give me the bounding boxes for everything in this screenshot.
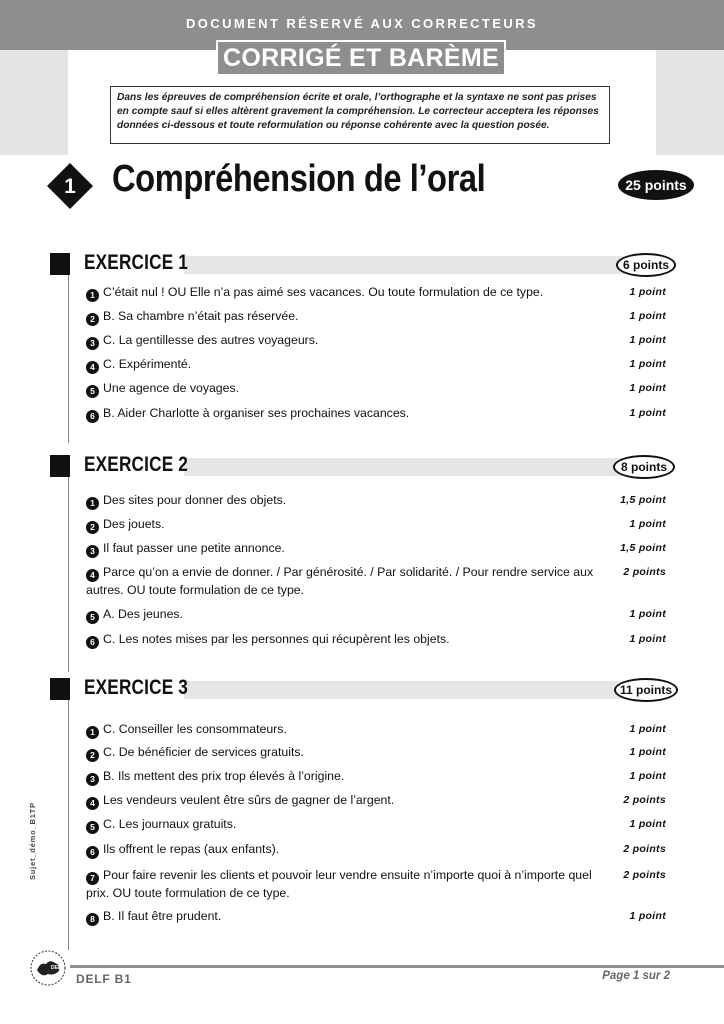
answer-number: 1	[86, 497, 99, 510]
answer-points: 1 point	[629, 723, 666, 735]
answer-points: 1 point	[629, 633, 666, 645]
notice-box: Dans les épreuves de compréhension écrite et orale, l’orthographe et la syntaxe ne sont pas prises en compte sauf si elles altèrent gravement la compréhension. Le correcteur acceptera les réponses données ci-dessous et toute reformulation ou réponse cohérente avec la question posée.	[110, 86, 610, 144]
answer-text: Ils offrent le repas (aux enfants).	[103, 842, 280, 856]
answer-item	[86, 841, 606, 859]
answer-number: 6	[86, 846, 99, 859]
exercise-rule	[68, 700, 69, 950]
answer-number: 2	[86, 521, 99, 534]
title-box	[216, 40, 506, 76]
answer-item	[86, 721, 606, 739]
answer-points: 1 point	[629, 910, 666, 922]
answer-number: 3	[86, 337, 99, 350]
answer-points: 1 point	[629, 518, 666, 530]
answer-number: 6	[86, 410, 99, 423]
document-code: Sujet_démo_B1TP	[28, 802, 37, 880]
answer-item	[86, 356, 606, 374]
exercise-marker	[50, 678, 70, 700]
exercise-points-badge: 11 points	[614, 678, 678, 702]
answer-number: 6	[86, 636, 99, 649]
answer-number: 4	[86, 797, 99, 810]
answer-text: C. La gentillesse des autres voyageurs.	[103, 333, 319, 347]
answer-points: 1,5 point	[620, 542, 666, 554]
answer-number: 5	[86, 385, 99, 398]
answer-item	[86, 332, 606, 350]
answer-text: C’était nul ! OU Elle n’a pas aimé ses vacances. Ou toute formulation de ce type.	[103, 285, 544, 299]
answer-item	[86, 768, 606, 786]
answer-number: 2	[86, 313, 99, 326]
answer-item	[86, 908, 606, 926]
answer-points: 1 point	[629, 818, 666, 830]
answer-item	[86, 492, 606, 510]
section-title: Compréhension de l’oral	[112, 158, 486, 200]
answer-number: 3	[86, 545, 99, 558]
footer-rule	[70, 965, 724, 968]
answer-text: B. Sa chambre n’était pas réservée.	[103, 309, 299, 323]
section-number-diamond	[46, 162, 94, 210]
answer-number: 2	[86, 749, 99, 762]
answer-item	[86, 792, 606, 810]
answer-text: C. Conseiller les consommateurs.	[103, 722, 287, 736]
answer-points: 1 point	[629, 334, 666, 346]
answer-text: C. De bénéficier de services gratuits.	[103, 745, 304, 759]
exercise-rule	[68, 275, 69, 443]
answer-number: 8	[86, 913, 99, 926]
reserved-label: DOCUMENT RÉSERVÉ AUX CORRECTEURS	[186, 16, 538, 31]
answer-text: A. Des jeunes.	[103, 607, 183, 621]
exercise-points-badge: 8 points	[613, 455, 675, 479]
answer-number: 4	[86, 569, 99, 582]
exercise-title-bar	[184, 681, 624, 699]
answer-points: 1 point	[629, 608, 666, 620]
answer-text: Pour faire revenir les clients et pouvoir leur vendre ensuite n’importe quoi à n’importe quel prix. OU toute formulation de ce type.	[86, 868, 592, 900]
answer-points: 1 point	[629, 770, 666, 782]
answer-points: 1 point	[629, 286, 666, 298]
answer-number: 5	[86, 821, 99, 834]
answer-text: Il faut passer une petite annonce.	[103, 541, 285, 555]
exercise-rule	[68, 477, 69, 672]
exercise-points-badge: 6 points	[616, 253, 676, 277]
answer-item	[86, 606, 606, 624]
page-number: Page 1 sur 2	[602, 970, 670, 982]
left-grey-panel	[0, 50, 68, 155]
answer-text: Parce qu’on a envie de donner. / Par générosité. / Par solidarité. / Pour rendre service aux autres. OU toute formulation de ce type.	[86, 565, 594, 597]
delf-dalf-logo	[28, 948, 68, 988]
svg-text:DELF: DELF	[51, 965, 65, 971]
answer-item	[86, 405, 606, 423]
answer-points: 2 points	[623, 566, 666, 578]
answer-item	[86, 516, 606, 534]
answer-item	[86, 540, 606, 558]
exercise-title: EXERCICE 3	[84, 676, 189, 699]
exercise-title-bar	[184, 458, 624, 476]
answer-points: 2 points	[623, 843, 666, 855]
answer-points: 1 point	[629, 407, 666, 419]
footer-exam-level: DELF B1	[76, 972, 132, 986]
answer-text: B. Ils mettent des prix trop élevés à l’origine.	[103, 769, 345, 783]
answer-item	[86, 564, 606, 599]
answer-text: B. Aider Charlotte à organiser ses prochaines vacances.	[103, 406, 410, 420]
answer-points: 2 points	[623, 869, 666, 881]
exercise-title-bar	[184, 256, 624, 274]
answer-item	[86, 816, 606, 834]
answer-text: Des jouets.	[103, 517, 165, 531]
exercise-title: EXERCICE 1	[84, 251, 189, 274]
answer-number: 1	[86, 289, 99, 302]
answer-points: 1 point	[629, 310, 666, 322]
answer-text: C. Les notes mises par les personnes qui récupèrent les objets.	[103, 632, 450, 646]
answer-number: 1	[86, 726, 99, 739]
answer-text: Une agence de voyages.	[103, 381, 240, 395]
answer-points: 1 point	[629, 358, 666, 370]
section-points-badge: 25 points	[618, 170, 694, 200]
answer-points: 1,5 point	[620, 494, 666, 506]
answer-item	[86, 308, 606, 326]
exercise-marker	[50, 253, 70, 275]
answer-number: 4	[86, 361, 99, 374]
answer-text: C. Expérimenté.	[103, 357, 192, 371]
answer-points: 1 point	[629, 746, 666, 758]
answer-text: Les vendeurs veulent être sûrs de gagner de l’argent.	[103, 793, 395, 807]
answer-item	[86, 380, 606, 398]
answer-number: 7	[86, 872, 99, 885]
answer-points: 2 points	[623, 794, 666, 806]
answer-item	[86, 284, 606, 302]
exercise-title: EXERCICE 2	[84, 453, 189, 476]
answer-number: 5	[86, 611, 99, 624]
answer-text: B. Il faut être prudent.	[103, 909, 222, 923]
page-title: CORRIGÉ ET BARÈME	[223, 43, 499, 72]
exercise-marker	[50, 455, 70, 477]
answer-text: C. Les journaux gratuits.	[103, 817, 237, 831]
answer-text: Des sites pour donner des objets.	[103, 493, 287, 507]
answer-item	[86, 631, 606, 649]
answer-item	[86, 867, 606, 902]
section-number: 1	[64, 175, 76, 198]
right-grey-panel	[656, 50, 724, 155]
answer-item	[86, 744, 606, 762]
answer-points: 1 point	[629, 382, 666, 394]
answer-number: 3	[86, 773, 99, 786]
